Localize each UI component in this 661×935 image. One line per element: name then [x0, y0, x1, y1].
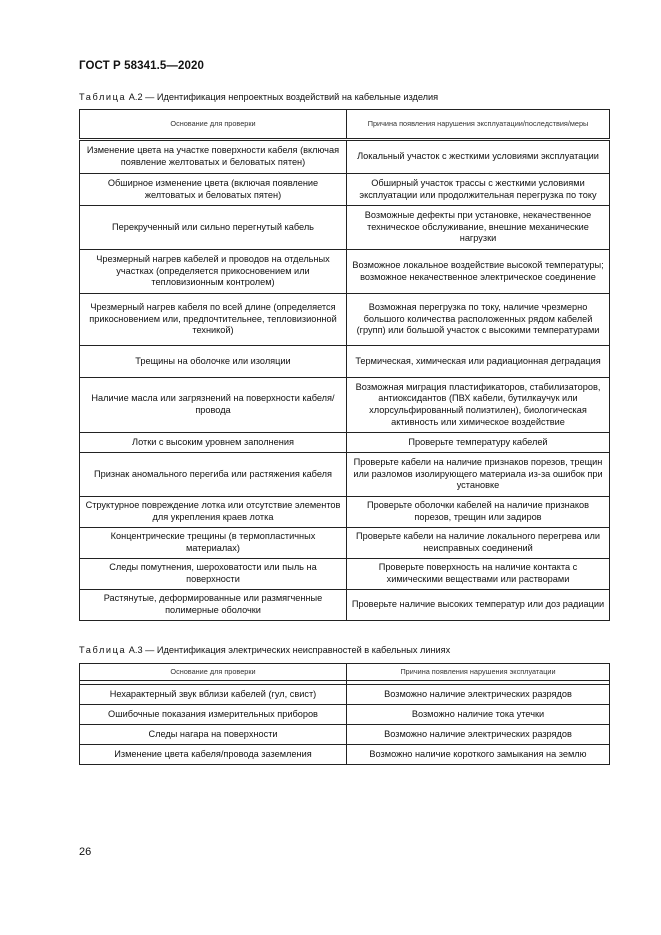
table-cell-cause: Термическая, химическая или радиационная деградация: [347, 346, 610, 378]
table-cell-cause: Возможные дефекты при установке, некачественное техническое обслуживание, внешние механические нагрузки: [347, 206, 610, 250]
table-row: [80, 528, 610, 559]
table-row: [80, 705, 610, 725]
table-cell-basis: Ошибочные показания измерительных приборов: [80, 705, 347, 725]
table-row: [80, 685, 610, 705]
page-number: 26: [79, 846, 92, 858]
table-cell-basis: Нехарактерный звук вблизи кабелей (гул, свист): [80, 685, 347, 705]
table-a3-caption: [79, 645, 450, 655]
table-cell-cause: Возможно наличие электрических разрядов: [347, 725, 610, 745]
table-cell-basis: Признак аномального перегиба или растяжения кабеля: [80, 453, 347, 497]
table-a2: [79, 109, 610, 621]
table-cell-basis: Следы нагара на поверхности: [80, 725, 347, 745]
table-cell-cause: Возможно наличие тока утечки: [347, 705, 610, 725]
table-a2-caption-text: А.2 — Идентификация непроектных воздействий на кабельные изделия: [128, 92, 439, 102]
table-a2-label: Таблица: [79, 92, 127, 102]
table-cell-basis: Трещины на оболочке или изоляции: [80, 346, 347, 378]
table-row: [80, 497, 610, 528]
table-cell-cause: Проверьте поверхность на наличие контакта с химическими веществами или растворами: [347, 559, 610, 590]
table-cell-cause: Возможная миграция пластификаторов, стабилизаторов, антиоксидантов (ПВХ кабели, бутилкаучук или хлорсульфированный полиэтилен), биологическая активность или химическое воздействие: [347, 378, 610, 433]
table-row: [80, 140, 610, 174]
table-row: [80, 433, 610, 453]
table-cell-basis: Растянутые, деформированные или размягченные полимерные оболочки: [80, 590, 347, 621]
table-cell-basis: Изменение цвета на участке поверхности кабеля (включая появление желтоватых и беловатых пятен): [80, 140, 347, 174]
table-row: [80, 590, 610, 621]
table-row: [80, 294, 610, 346]
table-cell-cause: Возможное локальное воздействие высокой температуры; возможное некачественное электрическое соединение: [347, 250, 610, 294]
table-cell-basis: Перекрученный или сильно перегнутый кабель: [80, 206, 347, 250]
table-cell-cause: Проверьте температуру кабелей: [347, 433, 610, 453]
table-row: [80, 206, 610, 250]
table-cell-basis: Концентрические трещины (в термопластичных материалах): [80, 528, 347, 559]
table-row: [80, 725, 610, 745]
table-cell-cause: Локальный участок с жесткими условиями эксплуатации: [347, 140, 610, 174]
table-cell-cause: Обширный участок трассы с жесткими условиями эксплуатации или продолжительная перегрузка по току: [347, 174, 610, 206]
table-row: [80, 174, 610, 206]
table-cell-basis: Лотки с высоким уровнем заполнения: [80, 433, 347, 453]
table-row: [80, 559, 610, 590]
table-cell-basis: Наличие масла или загрязнений на поверхности кабеля/провода: [80, 378, 347, 433]
table-row: [80, 745, 610, 765]
table-a2-caption: [79, 92, 438, 102]
table-cell-basis: Изменение цвета кабеля/провода заземления: [80, 745, 347, 765]
table-a3-header-cause: Причина появления нарушения эксплуатации: [347, 664, 610, 681]
table-a3-header-basis: Основание для проверки: [80, 664, 347, 681]
document-title: ГОСТ Р 58341.5—2020: [79, 60, 204, 72]
table-a3-caption-text: А.3 — Идентификация электрических неисправностей в кабельных линиях: [128, 645, 451, 655]
table-row: [80, 250, 610, 294]
table-cell-cause: Проверьте наличие высоких температур или доз радиации: [347, 590, 610, 621]
table-cell-basis: Структурное повреждение лотка или отсутствие элементов для укрепления краев лотка: [80, 497, 347, 528]
table-a2-header-basis: Основание для проверки: [80, 110, 347, 140]
table-cell-basis: Обширное изменение цвета (включая появление желтоватых и беловатых пятен): [80, 174, 347, 206]
table-cell-cause: Проверьте кабели на наличие локального перегрева или неисправных соединений: [347, 528, 610, 559]
table-cell-cause: Возможно наличие короткого замыкания на землю: [347, 745, 610, 765]
table-cell-cause: Проверьте оболочки кабелей на наличие признаков порезов, трещин или задиров: [347, 497, 610, 528]
table-cell-cause: Проверьте кабели на наличие признаков порезов, трещин или разломов изолирующего материала из-за ошибок при установке: [347, 453, 610, 497]
table-a3: [79, 663, 610, 765]
table-a2-header-cause: Причина появления нарушения эксплуатации/последствия/меры: [347, 110, 610, 140]
table-cell-cause: Возможная перегрузка по току, наличие чрезмерно большого количества расположенных рядом кабелей (групп) или большой участок с высокими температурами: [347, 294, 610, 346]
table-a3-label: Таблица: [79, 645, 127, 655]
table-cell-cause: Возможно наличие электрических разрядов: [347, 685, 610, 705]
table-cell-basis: Чрезмерный нагрев кабелей и проводов на отдельных участках (определяется прикосновением или тепловизионным контролем): [80, 250, 347, 294]
table-cell-basis: Следы помутнения, шероховатости или пыль на поверхности: [80, 559, 347, 590]
table-cell-basis: Чрезмерный нагрев кабеля по всей длине (определяется прикосновением или, предпочтительнее, тепловизионной техникой): [80, 294, 347, 346]
table-row: [80, 346, 610, 378]
table-row: [80, 378, 610, 433]
table-row: [80, 453, 610, 497]
